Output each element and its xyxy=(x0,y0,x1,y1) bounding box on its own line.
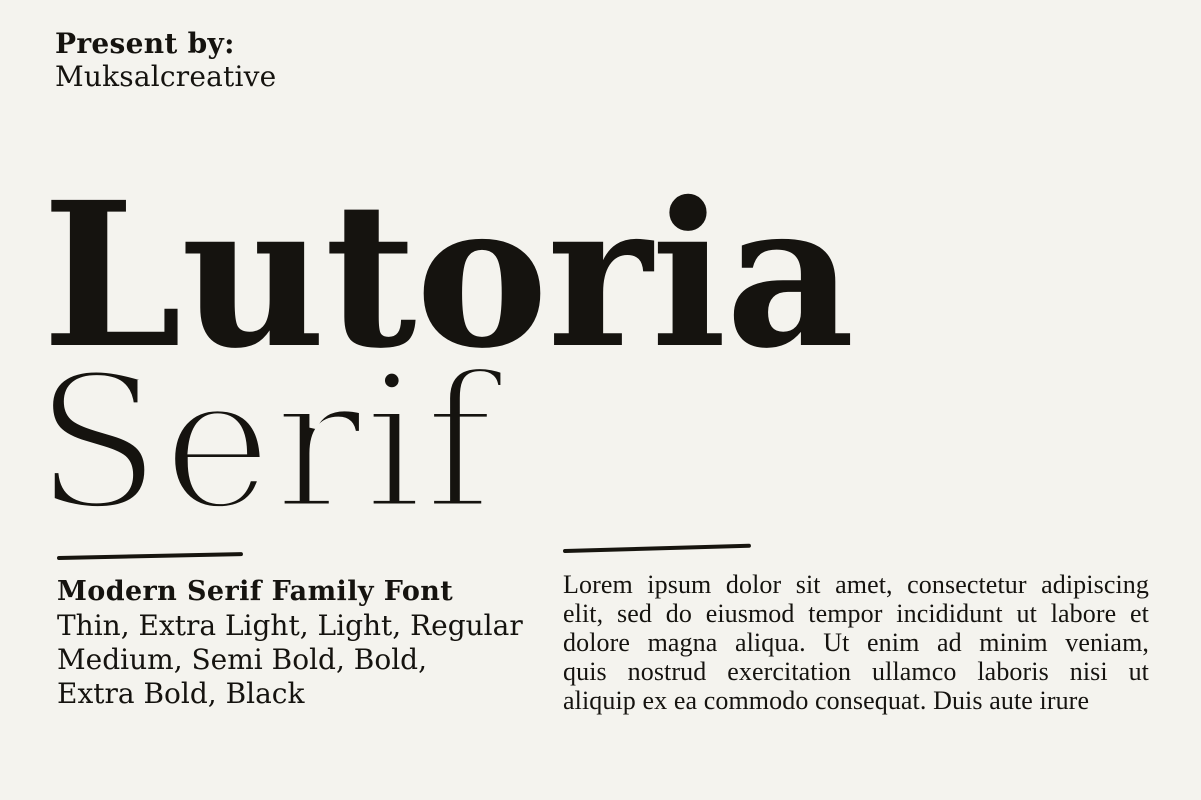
family-info-column xyxy=(57,556,557,711)
specimen-line-2: elit, sed do eiusmod tempor incididunt ut labore et xyxy=(563,599,1149,628)
divider-line-right xyxy=(563,544,751,553)
font-title-line1: Lutoria xyxy=(42,158,854,392)
weights-line-1: Thin, Extra Light, Light, Regular xyxy=(57,609,523,642)
brand-name: Muksalcreative xyxy=(55,60,277,93)
weights-line-3: Extra Bold, Black xyxy=(57,677,305,710)
present-by-label: Present by: xyxy=(55,27,235,60)
specimen-line-4: quis nostrud exercitation ullamco laboris nisi ut xyxy=(563,657,1149,686)
font-title-line2: Serif xyxy=(34,334,494,551)
credit-block xyxy=(55,27,276,93)
weights-list xyxy=(57,609,557,711)
divider-line-left xyxy=(57,552,243,560)
specimen-text-column xyxy=(563,549,1149,715)
specimen-line-5: aliquip ex ea commodo consequat. Duis aute irure xyxy=(563,686,1090,715)
specimen-line-3: dolore magna aliqua. Ut enim ad minim veniam, xyxy=(563,628,1149,657)
weights-line-2: Medium, Semi Bold, Bold, xyxy=(57,643,427,676)
specimen-paragraph xyxy=(563,570,1149,715)
specimen-line-1: Lorem ipsum dolor sit amet, consectetur adipiscing xyxy=(563,570,1149,599)
family-heading: Modern Serif Family Font xyxy=(57,576,454,607)
